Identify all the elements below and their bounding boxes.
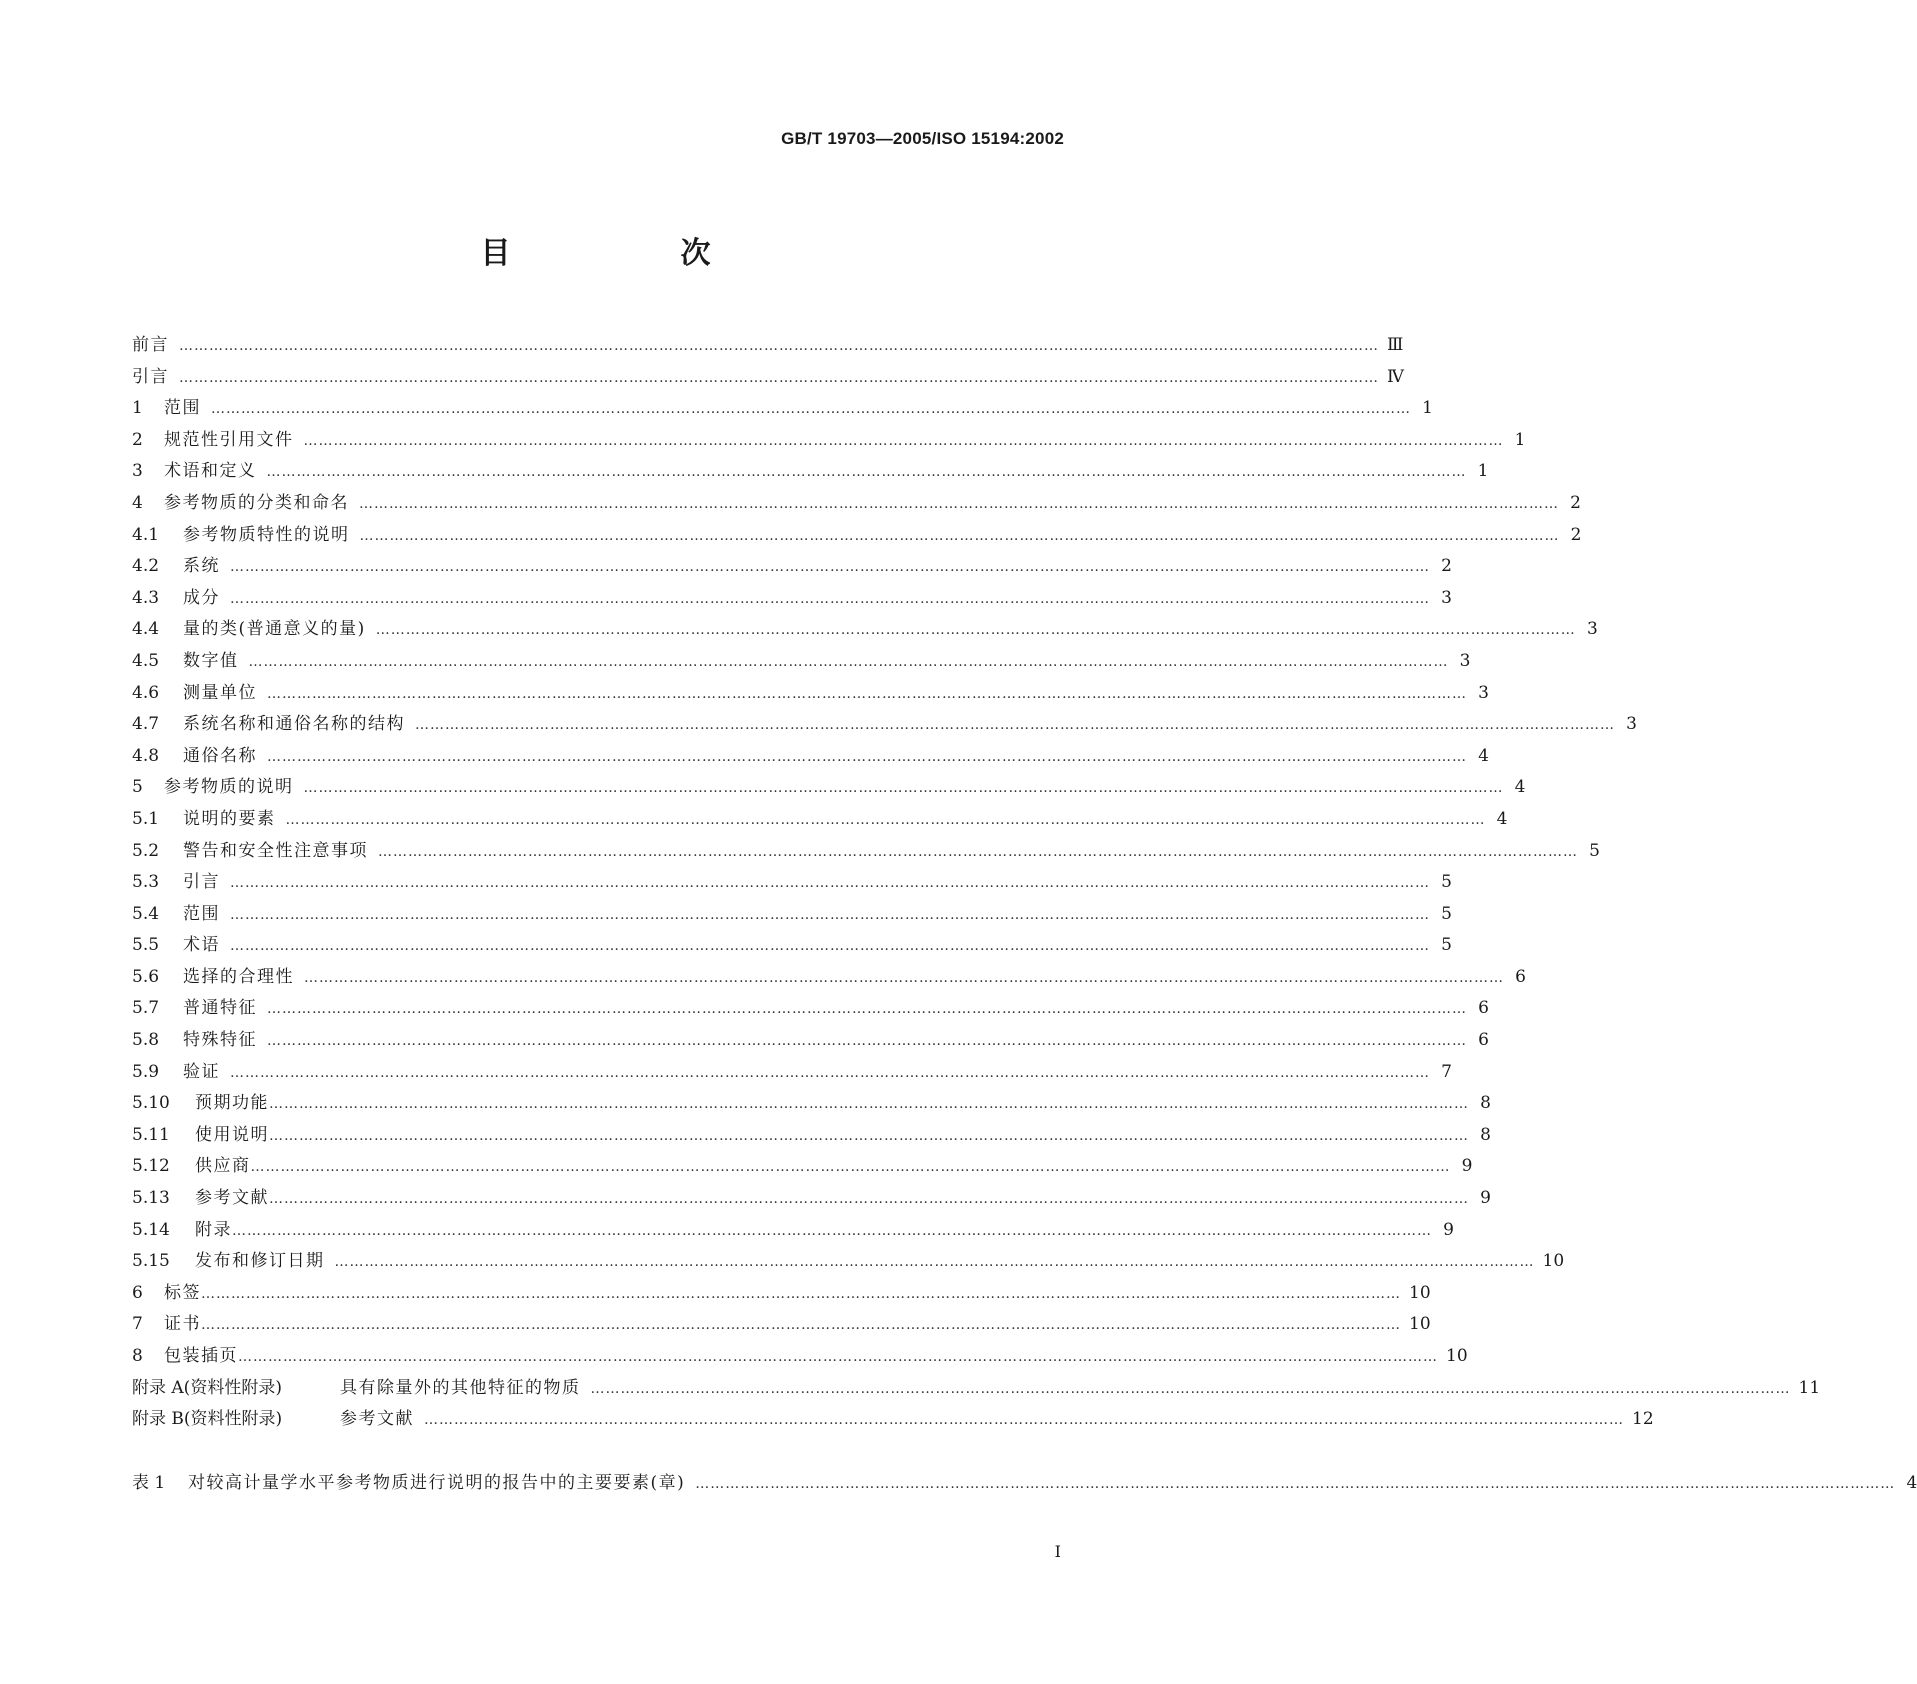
toc-entry[interactable] <box>132 1215 1454 1247</box>
toc-entry[interactable] <box>132 1025 1489 1057</box>
dot-leader: …………………………………………………………………………………………………………………………………………………………………………………………………………………… <box>267 1033 1467 1050</box>
toc-entry[interactable] <box>132 1373 1821 1405</box>
entry-title: 证书 <box>164 1314 201 1335</box>
table-of-contents <box>132 330 1821 1436</box>
entry-title: 附录 <box>195 1219 232 1240</box>
entry-number: 5.8 <box>132 1030 160 1051</box>
entry-number: 4.4 <box>132 619 160 640</box>
entry-page-number: 5 <box>1441 903 1452 924</box>
entry-page-number: 12 <box>1632 1409 1654 1430</box>
entry-number: 5.12 <box>132 1156 170 1177</box>
entry-page-number: 1 <box>1477 461 1489 482</box>
dot-leader: …………………………………………………………………………………………………………………………………………………………………………………………………………………… <box>230 875 1430 892</box>
entry-page-number: 4 <box>1478 745 1489 766</box>
table-entry[interactable] <box>132 1468 1917 1500</box>
entry-page-number: 8 <box>1480 1093 1491 1114</box>
toc-entry[interactable] <box>132 551 1452 583</box>
entry-title: 选择的合理性 <box>183 966 294 987</box>
entry-title: 引言 <box>132 366 169 387</box>
entry-page-number: 5 <box>1589 840 1600 861</box>
toc-entry[interactable] <box>132 520 1582 552</box>
entry-number: 4.1 <box>132 524 160 545</box>
entry-title: 测量单位 <box>183 682 257 703</box>
toc-entry[interactable] <box>132 962 1526 994</box>
toc-entry[interactable] <box>132 1120 1491 1152</box>
entry-title: 成分 <box>183 587 220 608</box>
entry-title: 对较高计量学水平参考物质进行说明的报告中的主要要素(章) <box>188 1473 686 1493</box>
entry-number: 1 <box>132 398 143 419</box>
toc-entry[interactable] <box>132 772 1526 804</box>
entry-title: 参考物质的说明 <box>164 777 294 798</box>
entry-title: 参考物质的分类和命名 <box>164 492 349 513</box>
entry-number: 4.6 <box>132 682 160 703</box>
entry-title: 术语 <box>183 935 220 956</box>
entry-number: 5.3 <box>132 872 160 893</box>
dot-leader: …………………………………………………………………………………………………………………………………………………………………………………………………………………… <box>303 432 1504 449</box>
toc-entry[interactable] <box>132 1151 1473 1183</box>
entry-page-number: 10 <box>1446 1346 1468 1366</box>
entry-number: 5.13 <box>132 1188 170 1209</box>
entry-title: 系统名称和通俗名称的结构 <box>183 714 405 735</box>
entry-number: 2 <box>132 429 143 450</box>
entry-title: 发布和修订日期 <box>195 1251 325 1272</box>
entry-page-number: 2 <box>1570 492 1581 513</box>
entry-number: 5.6 <box>132 966 160 987</box>
entry-page-number: 3 <box>1441 587 1452 608</box>
entry-number: 4.2 <box>132 556 160 577</box>
entry-number: 7 <box>132 1314 143 1335</box>
toc-entry[interactable] <box>132 330 1404 362</box>
toc-entry[interactable] <box>132 867 1452 899</box>
dot-leader: …………………………………………………………………………………………………………………………………………………………………………………………………………………… <box>201 1285 1401 1302</box>
entry-number: 5.11 <box>132 1124 170 1145</box>
entry-number: 5.5 <box>132 935 160 956</box>
dot-leader: …………………………………………………………………………………………………………………………………………………………………………………………………………………… <box>230 590 1430 607</box>
entry-page-number: 4 <box>1906 1473 1917 1493</box>
dot-leader: …………………………………………………………………………………………………………………………………………………………………………………………………………………… <box>285 811 1486 828</box>
toc-entry[interactable] <box>132 614 1598 646</box>
entry-number: 4.3 <box>132 587 160 608</box>
entry-title: 量的类(普通意义的量) <box>183 619 366 640</box>
entry-number: 5 <box>132 777 143 798</box>
entry-number: 5.14 <box>132 1219 170 1240</box>
entry-title: 数字值 <box>183 650 239 671</box>
entry-title: 标签 <box>164 1282 201 1303</box>
toc-entry[interactable] <box>132 993 1489 1025</box>
dot-leader: …………………………………………………………………………………………………………………………………………………………………………………………………………………… <box>267 748 1467 765</box>
entry-title: 具有除量外的其他特征的物质 <box>340 1377 581 1398</box>
dot-leader: …………………………………………………………………………………………………………………………………………………………………………………………………………………… <box>424 1412 1624 1429</box>
entry-title: 参考物质特性的说明 <box>183 524 350 545</box>
dot-leader: …………………………………………………………………………………………………………………………………………………………………………………………………………………… <box>230 1064 1430 1081</box>
toc-entry[interactable] <box>132 362 1404 394</box>
toc-entry[interactable] <box>132 1309 1431 1341</box>
dot-leader: …………………………………………………………………………………………………………………………………………………………………………………………………………………… <box>238 1349 1438 1365</box>
dot-leader: …………………………………………………………………………………………………………………………………………………………………………………………………………………… <box>266 464 1467 481</box>
dot-leader: …………………………………………………………………………………………………………………………………………………………………………………………………………………… <box>230 559 1430 576</box>
entry-number: 附录 A(资料性附录) <box>132 1377 282 1398</box>
toc-entry[interactable] <box>132 741 1489 773</box>
toc-entry[interactable] <box>132 1246 1565 1278</box>
toc-entry[interactable] <box>132 836 1600 868</box>
entry-page-number: 3 <box>1626 714 1637 735</box>
dot-leader: …………………………………………………………………………………………………………………………………………………………………………………………………………………… <box>359 495 1559 512</box>
dot-leader: …………………………………………………………………………………………………………………………………………………………………………………………………………………… <box>179 338 1379 354</box>
entry-page-number: 10 <box>1409 1282 1431 1303</box>
entry-number: 表 1 <box>132 1473 166 1493</box>
entry-number: 8 <box>132 1346 143 1366</box>
entry-number: 3 <box>132 461 143 482</box>
standard-number: GB/T 19703—2005/ISO 15194:2002 <box>781 129 1064 148</box>
entry-page-number: 10 <box>1409 1314 1431 1335</box>
entry-number: 5.15 <box>132 1251 170 1272</box>
entry-page-number: 9 <box>1480 1188 1491 1209</box>
dot-leader: …………………………………………………………………………………………………………………………………………………………………………………………………………………… <box>304 969 1504 986</box>
entry-page-number: 3 <box>1459 650 1471 671</box>
toc-entry[interactable] <box>132 393 1433 425</box>
entry-title: 系统 <box>183 556 220 577</box>
dot-leader: …………………………………………………………………………………………………………………………………………………………………………………………………………………… <box>359 527 1560 544</box>
entry-number: 5.2 <box>132 840 160 861</box>
entry-page-number: 8 <box>1480 1124 1491 1145</box>
entry-page-number: 3 <box>1586 619 1598 640</box>
entry-title: 前言 <box>132 335 169 355</box>
entry-number: 6 <box>132 1282 143 1303</box>
entry-number: 5.1 <box>132 808 160 829</box>
dot-leader: …………………………………………………………………………………………………………………………………………………………………………………………………………………… <box>201 1317 1401 1334</box>
dot-leader: …………………………………………………………………………………………………………………………………………………………………………………………………………………… <box>267 1001 1467 1018</box>
entry-title: 警告和安全性注意事项 <box>183 840 368 861</box>
entry-title: 规范性引用文件 <box>164 429 294 450</box>
dot-leader: …………………………………………………………………………………………………………………………………………………………………………………………………………………… <box>230 906 1430 923</box>
entry-title: 包装插页 <box>164 1346 238 1366</box>
entry-title: 普通特征 <box>183 998 257 1019</box>
dot-leader: …………………………………………………………………………………………………………………………………………………………………………………………………………………… <box>230 938 1430 955</box>
dot-leader: …………………………………………………………………………………………………………………………………………………………………………………………………………………… <box>375 622 1576 639</box>
toc-entry[interactable] <box>132 678 1489 710</box>
toc-entry[interactable] <box>132 1404 1654 1436</box>
entry-number: 5.7 <box>132 998 160 1019</box>
entry-title: 供应商 <box>195 1156 251 1177</box>
dot-leader: …………………………………………………………………………………………………………………………………………………………………………………………………………………… <box>590 1380 1791 1397</box>
entry-page-number: 11 <box>1798 1377 1821 1398</box>
entry-title: 范围 <box>164 398 201 419</box>
entry-number: 5.4 <box>132 903 160 924</box>
toc-entry[interactable] <box>132 1057 1452 1089</box>
toc-entry[interactable] <box>132 930 1452 962</box>
dot-leader: …………………………………………………………………………………………………………………………………………………………………………………………………………………… <box>250 1159 1451 1176</box>
entry-title: 使用说明 <box>195 1124 269 1145</box>
entry-page-number: 1 <box>1514 429 1526 450</box>
entry-number: 5.10 <box>132 1093 170 1114</box>
entry-page-number: 10 <box>1542 1251 1565 1272</box>
toc-entry[interactable] <box>132 488 1581 520</box>
entry-title: 说明的要素 <box>183 808 276 829</box>
toc-entry[interactable] <box>132 425 1526 457</box>
entry-page-number: 6 <box>1515 966 1526 987</box>
entry-page-number: Ⅲ <box>1387 335 1404 355</box>
list-of-tables <box>132 1468 1917 1500</box>
entry-number: 4.7 <box>132 714 160 735</box>
dot-leader: …………………………………………………………………………………………………………………………………………………………………………………………………………………… <box>378 843 1578 860</box>
entry-title: 验证 <box>183 1061 220 1082</box>
entry-page-number: 9 <box>1461 1156 1473 1177</box>
entry-number: 4.8 <box>132 745 160 766</box>
entry-title: 术语和定义 <box>164 461 257 482</box>
dot-leader: …………………………………………………………………………………………………………………………………………………………………………………………………………………… <box>179 369 1379 386</box>
entry-page-number: 6 <box>1478 998 1489 1019</box>
toc-entry[interactable] <box>132 1341 1468 1373</box>
toc-entry[interactable] <box>132 709 1637 741</box>
entry-title: 引言 <box>183 872 220 893</box>
entry-page-number: 3 <box>1478 682 1489 703</box>
entry-page-number: 1 <box>1422 398 1433 419</box>
dot-leader: …………………………………………………………………………………………………………………………………………………………………………………………………………………… <box>211 401 1411 418</box>
toc-entry[interactable] <box>132 899 1452 931</box>
dot-leader: …………………………………………………………………………………………………………………………………………………………………………………………………………………… <box>269 1191 1469 1208</box>
dot-leader: …………………………………………………………………………………………………………………………………………………………………………………………………………………… <box>415 717 1615 734</box>
entry-number: 5.9 <box>132 1061 160 1082</box>
entry-title: 通俗名称 <box>183 745 257 766</box>
entry-number: 4.5 <box>132 650 160 671</box>
entry-page-number: 2 <box>1441 556 1452 577</box>
entry-title: 范围 <box>183 903 220 924</box>
entry-page-number: 4 <box>1496 808 1508 829</box>
toc-entry[interactable] <box>132 1183 1491 1215</box>
entry-page-number: Ⅳ <box>1387 366 1404 387</box>
dot-leader: …………………………………………………………………………………………………………………………………………………………………………………………………………………… <box>695 1476 1896 1492</box>
entry-title: 预期功能 <box>195 1093 269 1114</box>
entry-page-number: 5 <box>1441 935 1452 956</box>
entry-page-number: 6 <box>1478 1030 1489 1051</box>
dot-leader: …………………………………………………………………………………………………………………………………………………………………………………………………………………… <box>267 685 1467 702</box>
toc-entry[interactable] <box>132 1278 1431 1310</box>
dot-leader: …………………………………………………………………………………………………………………………………………………………………………………………………………………… <box>334 1254 1535 1271</box>
entry-number: 4 <box>132 492 143 513</box>
entry-title: 参考文献 <box>195 1188 269 1209</box>
page-title: 目 次 <box>480 236 781 271</box>
toc-entry[interactable] <box>132 646 1471 678</box>
page-number: I <box>1054 1542 1061 1561</box>
dot-leader: …………………………………………………………………………………………………………………………………………………………………………………………………………………… <box>269 1127 1469 1144</box>
entry-page-number: 2 <box>1570 524 1582 545</box>
entry-number: 附录 B(资料性附录) <box>132 1409 283 1430</box>
entry-title: 特殊特征 <box>183 1030 257 1051</box>
dot-leader: …………………………………………………………………………………………………………………………………………………………………………………………………………………… <box>269 1096 1469 1113</box>
dot-leader: …………………………………………………………………………………………………………………………………………………………………………………………………………………… <box>248 653 1449 670</box>
entry-page-number: 5 <box>1441 872 1452 893</box>
toc-entry[interactable] <box>132 456 1489 488</box>
entry-title: 参考文献 <box>340 1409 414 1430</box>
entry-page-number: 4 <box>1514 777 1526 798</box>
entry-page-number: 7 <box>1441 1061 1452 1082</box>
dot-leader: …………………………………………………………………………………………………………………………………………………………………………………………………………………… <box>303 780 1504 797</box>
toc-entry[interactable] <box>132 804 1508 836</box>
toc-entry[interactable] <box>132 583 1452 615</box>
entry-page-number: 9 <box>1443 1219 1454 1240</box>
dot-leader: …………………………………………………………………………………………………………………………………………………………………………………………………………………… <box>232 1222 1432 1239</box>
toc-entry[interactable] <box>132 1088 1491 1120</box>
